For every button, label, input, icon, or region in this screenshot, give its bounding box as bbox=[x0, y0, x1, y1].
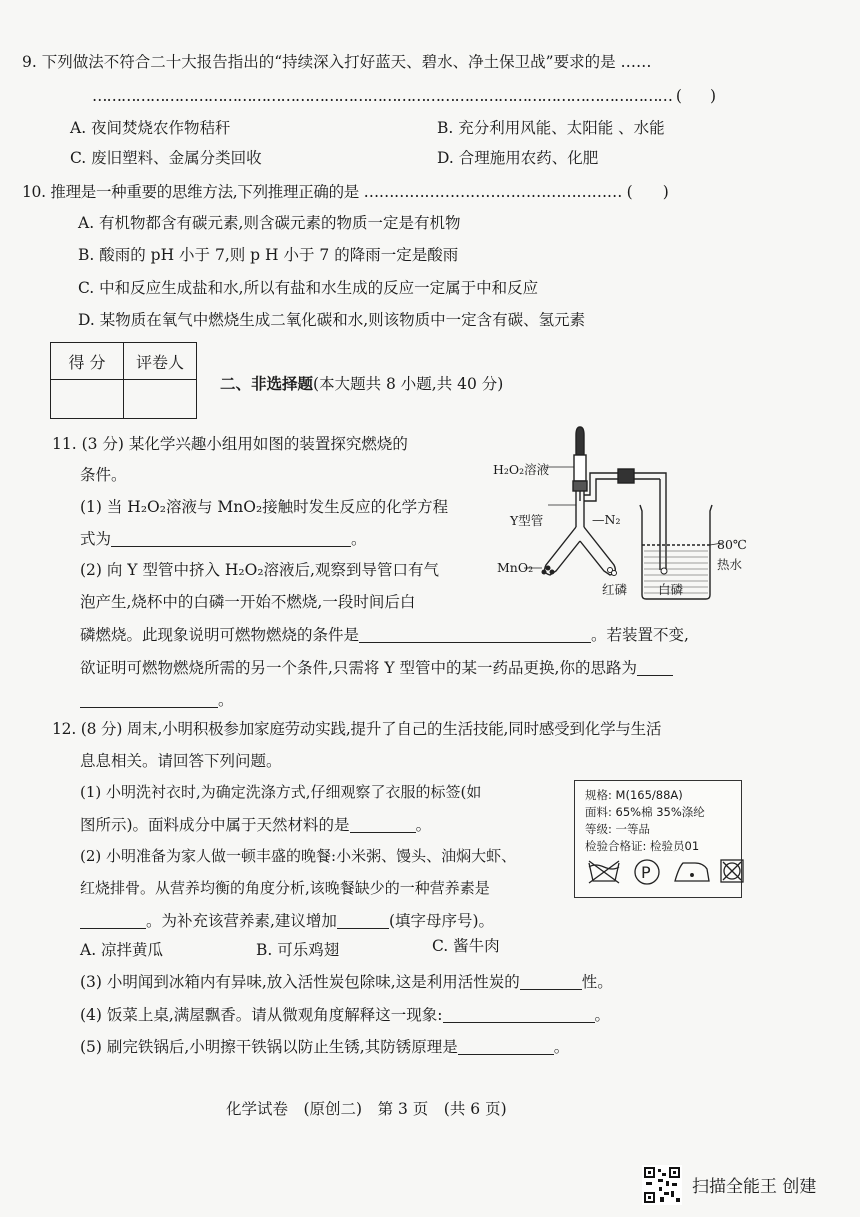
q12-line-9a: (4) 饭菜上桌,满屋飘香。请从微观角度解释这一现象: bbox=[80, 1006, 443, 1024]
q12-line-4b: 。 bbox=[415, 816, 432, 834]
q12-answer-microscopic[interactable] bbox=[443, 1007, 595, 1024]
label-y-tube: Y型管 bbox=[510, 513, 544, 528]
grader-header: 评卷人 bbox=[124, 343, 197, 380]
q11-answer-condition[interactable] bbox=[359, 627, 591, 644]
q12-line-6: 红烧排骨。从营养均衡的角度分析,该晚餐缺少的一种营养素是 bbox=[80, 879, 490, 897]
q12-line-5: (2) 小明准备为家人做一顿丰盛的晚餐:小米粥、馒头、油焖大虾、 bbox=[80, 847, 517, 865]
q12-line-8b: 性。 bbox=[581, 973, 613, 991]
q12-line-7b: (填字母序号)。 bbox=[388, 912, 495, 930]
dropper-bulb bbox=[576, 427, 584, 455]
q11-line-4b: 。 bbox=[351, 530, 367, 548]
q11-line-6: 泡产生,烧杯中的白磷一开始不燃烧,一段时间后白 bbox=[80, 593, 416, 611]
q11-line-4a: 式为 bbox=[80, 530, 112, 548]
q12-line-8 bbox=[80, 970, 613, 992]
q11-line-8a: 欲证明可燃物燃烧所需的另一个条件,只需将 Y 型管中的某一药品更换,你的思路为 bbox=[80, 659, 637, 677]
q12-answer-rust-principle[interactable] bbox=[458, 1039, 554, 1056]
q9-option-c: C. 废旧塑料、金属分类回收 bbox=[70, 149, 262, 167]
q11-line-9b: 。 bbox=[218, 691, 234, 709]
q12-answer-property[interactable] bbox=[520, 974, 582, 991]
q9-option-a: A. 夜间焚烧农作物秸秆 bbox=[70, 119, 231, 137]
clothing-label bbox=[574, 780, 742, 898]
scanner-watermark: 扫描全能王 创建 bbox=[692, 1177, 817, 1197]
q12-line-9b: 。 bbox=[594, 1006, 611, 1024]
label-temperature: 80℃ bbox=[717, 537, 747, 552]
label-mno2: MnO₂ bbox=[497, 560, 534, 575]
q10-option-d: D. 某物质在氧气中燃烧生成二氧化碳和水,则该物质中一定含有碳、氢元素 bbox=[78, 311, 586, 329]
q9-leader: ………………………………………………………………………………………………………… ( ) bbox=[92, 87, 716, 105]
no-tumble-dry-icon bbox=[721, 860, 743, 882]
q9-option-b: B. 充分利用风能、太阳能 、水能 bbox=[437, 119, 665, 137]
q12-line-4a: 图所示)。面料成分中属于天然材料的是 bbox=[80, 816, 350, 834]
q10-stem: 10. 推理是一种重要的思维方法,下列推理正确的是 …………………………………………… ( ) bbox=[22, 183, 669, 201]
label-white-phosphorus: 白磷 bbox=[658, 582, 684, 597]
q12-line-1: 12. (8 分) 周末,小明积极参加家庭劳动实践,提升了自己的生活技能,同时感受到化学与生活 bbox=[52, 720, 662, 738]
q12-line-10b: 。 bbox=[553, 1038, 570, 1056]
q12-line-10a: (5) 刷完铁锅后,小明擦干铁锅以防止生锈,其防锈原理是 bbox=[80, 1038, 458, 1056]
q12-line-7 bbox=[80, 909, 494, 931]
q12-line-9 bbox=[80, 1003, 610, 1025]
label-inspection: 检验合格证: 检验员01 bbox=[585, 839, 700, 853]
score-cell[interactable] bbox=[51, 380, 124, 419]
dry-clean-p-icon bbox=[635, 860, 659, 884]
no-wash-icon bbox=[589, 861, 619, 883]
q11-line-1: 11. (3 分) 某化学兴趣小组用如图的装置探究燃烧的 bbox=[52, 435, 408, 453]
q12-line-10 bbox=[80, 1035, 569, 1057]
q11-line-4 bbox=[80, 527, 367, 549]
q12-line-3: (1) 小明洗衬衣时,为确定洗涤方式,仔细观察了衣服的标签(如 bbox=[80, 783, 482, 801]
label-hot-water: 热水 bbox=[717, 557, 743, 572]
q12-option-b: B. 可乐鸡翅 bbox=[256, 941, 340, 959]
label-red-phosphorus: 红磷 bbox=[602, 582, 628, 597]
iron-icon bbox=[675, 863, 709, 881]
label-fabric: 面料: 65%棉 35%涤纶 bbox=[585, 805, 705, 819]
q12-answer-nutrient[interactable] bbox=[80, 913, 146, 930]
q9-stem: 9. 下列做法不符合二十大报告指出的“持续深入打好蓝天、碧水、净土保卫战”要求的是 …… bbox=[22, 53, 652, 71]
page-footer: 化学试卷 (原创二) 第 3 页 (共 6 页) bbox=[226, 1100, 507, 1118]
label-n2: —N₂ bbox=[592, 512, 621, 527]
q11-line-7a: 磷燃烧。此现象说明可燃物燃烧的条件是 bbox=[80, 626, 360, 644]
section-2-note: (本大题共 8 小题,共 40 分) bbox=[313, 375, 504, 393]
q12-line-8a: (3) 小明闻到冰箱内有异味,放入活性炭包除味,这是利用活性炭的 bbox=[80, 973, 520, 991]
q12-option-c: C. 酱牛肉 bbox=[432, 937, 500, 955]
care-symbols bbox=[585, 855, 745, 889]
q12-line-7a: 。为补充该营养素,建议增加 bbox=[146, 912, 337, 930]
q10-option-a: A. 有机物都含有碳元素,则含碳元素的物质一定是有机物 bbox=[78, 214, 461, 232]
label-size: 规格: M(165/88A) bbox=[585, 788, 683, 802]
score-table bbox=[50, 342, 197, 419]
score-header: 得 分 bbox=[51, 343, 124, 380]
section-2-heading bbox=[220, 372, 503, 394]
q11-line-7b: 。若装置不变, bbox=[591, 626, 689, 644]
q11-answer-equation[interactable] bbox=[111, 531, 351, 548]
q12-answer-option[interactable] bbox=[337, 913, 389, 930]
q11-line-2: 条件。 bbox=[80, 466, 127, 484]
grader-cell[interactable] bbox=[124, 380, 197, 419]
q11-line-9 bbox=[80, 688, 234, 710]
q11-line-8 bbox=[80, 656, 673, 678]
q10-option-b: B. 酸雨的 pH 小于 7,则 p H 小于 7 的降雨一定是酸雨 bbox=[78, 246, 459, 264]
q9-option-d: D. 合理施用农药、化肥 bbox=[437, 149, 599, 167]
q11-answer-idea-start[interactable] bbox=[637, 660, 673, 677]
qr-code-icon bbox=[642, 1165, 682, 1205]
q11-answer-idea[interactable] bbox=[80, 692, 218, 709]
white-phosphorus-mark bbox=[661, 568, 667, 574]
q11-line-3: (1) 当 H₂O₂溶液与 MnO₂接触时发生反应的化学方程 bbox=[80, 498, 449, 516]
q10-option-c: C. 中和反应生成盐和水,所以有盐和水生成的反应一定属于中和反应 bbox=[78, 279, 539, 297]
label-grade: 等级: 一等品 bbox=[585, 822, 651, 836]
label-h2o2: H₂O₂溶液 bbox=[493, 462, 550, 477]
q11-line-7 bbox=[80, 623, 689, 645]
q12-option-a: A. 凉拌黄瓜 bbox=[80, 941, 164, 959]
svg-text:P: P bbox=[641, 863, 651, 882]
q12-line-4 bbox=[80, 813, 431, 835]
section-2-title: 二、非选择题 bbox=[220, 374, 314, 393]
q12-line-2: 息息相关。请回答下列问题。 bbox=[80, 752, 282, 770]
q11-line-5: (2) 向 Y 型管中挤入 H₂O₂溶液后,观察到导管口有气 bbox=[80, 561, 439, 579]
q12-answer-natural-material[interactable] bbox=[350, 817, 416, 834]
